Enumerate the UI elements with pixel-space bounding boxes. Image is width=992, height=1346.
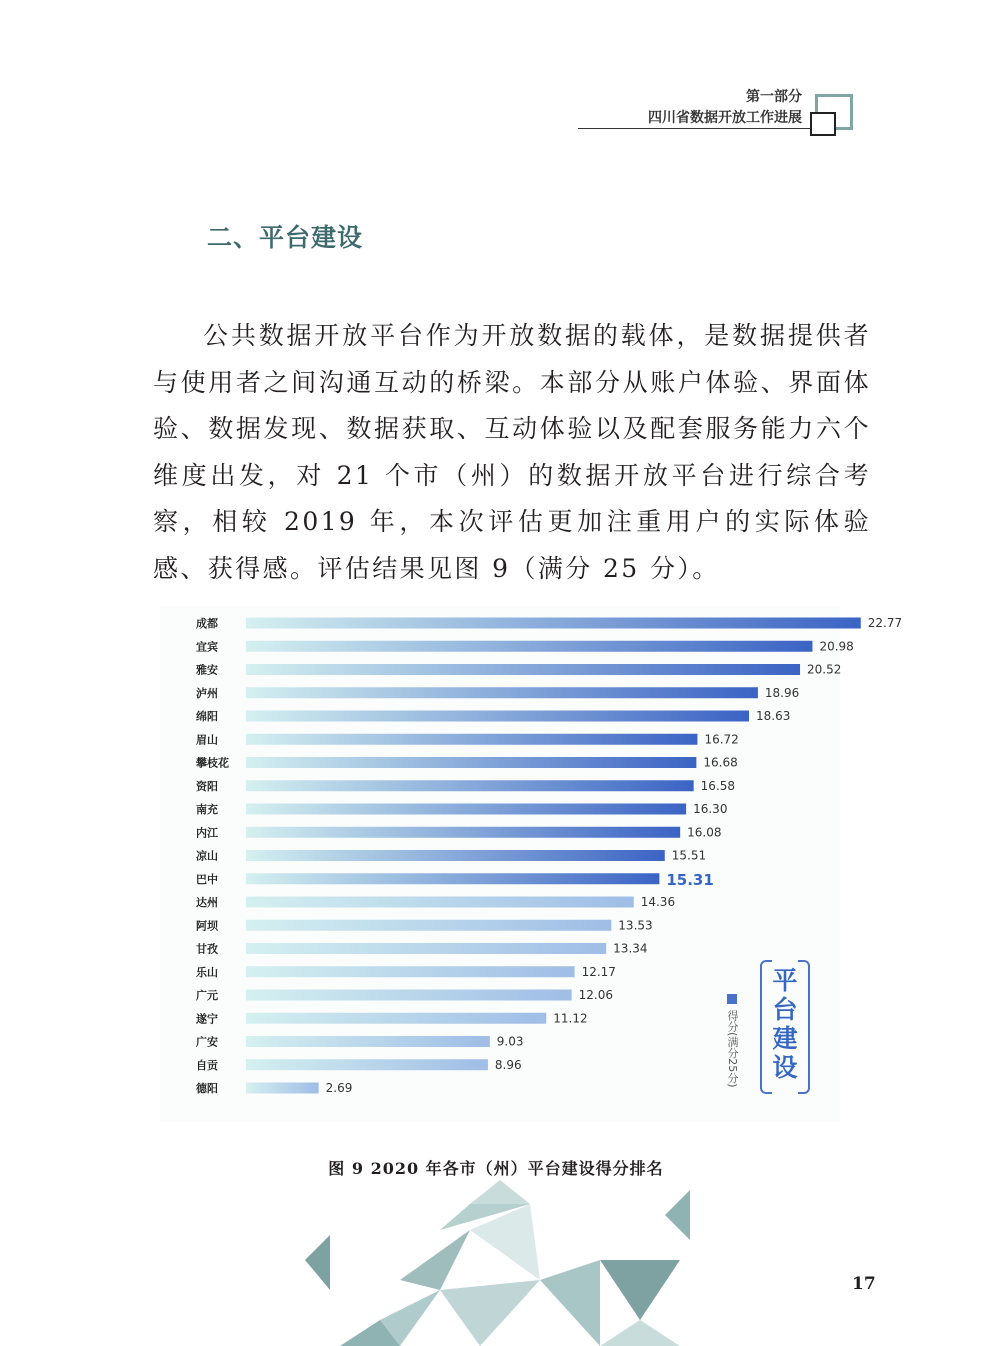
value-label: 16.08 — [687, 825, 722, 840]
value-label: 13.34 — [613, 941, 648, 956]
header-square-decoration-inner — [810, 112, 836, 136]
category-label: 甘孜 — [196, 942, 218, 956]
bar — [246, 687, 758, 698]
bar — [246, 618, 861, 629]
bar — [246, 1083, 319, 1094]
value-label: 13.53 — [618, 918, 653, 933]
category-label: 达州 — [196, 896, 218, 909]
category-label: 阿坝 — [196, 919, 218, 933]
body-paragraph: 公共数据开放平台作为开放数据的载体，是数据提供者与使用者之间沟通互动的桥梁。本部分从账户体验、界面体验、数据发现、数据获取、互动体验以及配套服务能力六个维度出发，对 21 个市（州）的数据开放平台进行综合考察，相较 2019 年，本次评估更加注重用户的实际体验感、获得感。评估结果见图 9（满分 25 分）。 — [153, 321, 871, 583]
header-subtitle: 四川省数据开放工作进展 — [648, 110, 802, 126]
category-label: 南充 — [196, 803, 218, 816]
value-label: 20.98 — [819, 639, 854, 654]
bar — [246, 1013, 546, 1024]
category-label: 眉山 — [196, 733, 218, 747]
section-title: 二、平台建设 — [207, 223, 364, 252]
value-label: 12.17 — [581, 964, 616, 979]
bar — [246, 920, 611, 931]
legend-title: 平台建设 — [772, 966, 798, 1082]
value-label: 16.68 — [703, 755, 738, 770]
bar — [246, 943, 606, 954]
category-label: 乐山 — [196, 965, 218, 979]
bar — [246, 1036, 490, 1047]
category-label: 广元 — [196, 989, 218, 1002]
legend-swatch — [727, 994, 737, 1004]
value-label: 11.12 — [553, 1011, 588, 1026]
bar — [246, 757, 696, 768]
category-label: 攀枝花 — [196, 756, 229, 770]
value-label: 2.69 — [325, 1081, 353, 1095]
category-label: 广安 — [196, 1035, 218, 1049]
value-label: 16.30 — [693, 802, 728, 816]
bar — [246, 827, 680, 838]
bar — [246, 641, 812, 652]
value-label: 15.51 — [671, 848, 707, 863]
value-label: 14.36 — [640, 895, 676, 909]
value-label: 8.96 — [494, 1057, 522, 1072]
value-label: 16.58 — [700, 778, 736, 793]
bar — [246, 966, 575, 977]
value-label: 12.06 — [578, 988, 613, 1002]
value-label: 18.63 — [756, 709, 791, 723]
category-label: 凉山 — [196, 849, 218, 863]
bar — [246, 804, 686, 815]
bar — [246, 711, 749, 722]
bar — [246, 664, 800, 675]
category-label: 宜宾 — [196, 640, 218, 654]
legend-label: 得分(满分25分) — [726, 1010, 739, 1088]
category-label: 泸州 — [196, 686, 218, 700]
bar — [246, 850, 665, 861]
triangle-decoration — [0, 1180, 992, 1346]
header-rule — [578, 128, 818, 129]
category-label: 遂宁 — [196, 1012, 218, 1026]
category-label: 资阳 — [196, 779, 218, 793]
value-label: 9.03 — [496, 1034, 524, 1049]
bar — [246, 734, 697, 745]
page-number: 17 — [852, 1274, 876, 1294]
header-part: 第一部分 — [746, 89, 802, 105]
category-label: 内江 — [196, 826, 218, 840]
figure-caption: 图 9 2020 年各市（州）平台建设得分排名 — [328, 1159, 664, 1178]
value-label: 20.52 — [807, 662, 842, 677]
category-label: 成都 — [196, 617, 218, 630]
value-label: 22.77 — [867, 616, 903, 630]
category-label: 德阳 — [196, 1082, 218, 1095]
bar — [246, 897, 634, 908]
category-label: 自贡 — [196, 1058, 218, 1072]
category-label: 雅安 — [196, 663, 218, 677]
bar — [246, 990, 572, 1001]
value-label: 18.96 — [764, 685, 800, 700]
value-label: 16.72 — [704, 732, 739, 747]
bar — [246, 1059, 488, 1070]
category-label: 绵阳 — [196, 710, 218, 723]
bar — [246, 873, 659, 884]
bar — [246, 780, 694, 791]
value-label: 15.31 — [666, 870, 714, 889]
category-label: 巴中 — [196, 872, 218, 886]
